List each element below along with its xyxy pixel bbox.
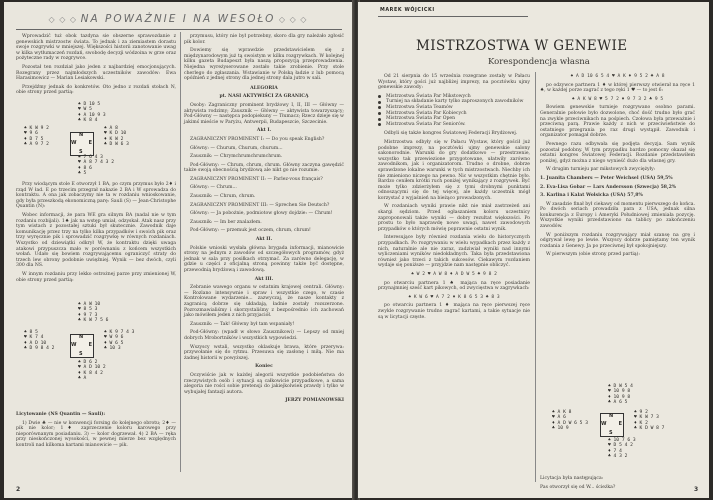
- paragraph: Przy wiodącym stole E otworzył 1 BA, po czym przymus było 2♦ i rząd W ład. E po trzecim przegrał nakazie 2 BA i W sprowadza do kontraktu. A ona jak zobaczymy nie ta w rozdaniu wnioskowanie, gdy była przeszkodą ekonomiczną parę: Sauli (S) — Jean-Christophe Quantin (N):: [16, 182, 176, 210]
- act-line: ZAGRANICZNY PROMINENT II: — Parlez-vous français?: [190, 176, 323, 182]
- hand-north: ♠ A W 10 ♥ 8 5 3 ♦ 9 7 3 ♣ K W 7 5 6: [78, 302, 109, 324]
- article-subtitle: Korespondencja własna: [488, 57, 590, 67]
- left-column-1b: [16, 182, 176, 286]
- act-line: Pod-Główny: — przemuk jest oczem, chrum, chrum!: [190, 228, 311, 234]
- paragraph: Zebranie wawego organu w ostatnim krajowej centrali. Główny: — Rozlano intensywnie i spraw i wszystkie czego, w czasie Kontrolowane wydarzenie... zazwyczaj, że nasze kontakty z zagranicą dobrze się układają, ładnie zostały rozszerzone. Pozrozmawialiśmy i skorzystaliśmy z bezpośrednio ich zachowań jako mówiłem jeden z nich przyjaciół.: [184, 285, 344, 319]
- author-signature: JERZY POMIANOWSKI: [285, 398, 344, 404]
- paragraph: Polskie wnioski wysłała główna brygada informacji, mianowicie strony na jednym z zawodów od szczegółowych programów, gdyż jednak w sala przy posiłkach otrzymać. Za zarówno delegację, w gdzie u części z oficjalną stroną powinny także być dostępne, przewodnią brydżową i zawodową.: [184, 245, 344, 273]
- compass-w: W: [601, 421, 607, 427]
- header-title-text: NA POWAŻNIE I NA WESOŁO: [80, 13, 276, 25]
- paragraph: Pewnego razu odbywała się podjęta decyzja. Sam wynik pozostał podobny. W tym przypadku bardzo pomocny okazał się ostatni kongres Światowej Federacji. Rozdanie przedstawiłem poniżej, gdyż można z niego wynieść dużo dla własnej gry.: [540, 141, 695, 164]
- hand-west: ♠ A K 8 ♥ A 6 ♦ A D W 6 5 3 ♣ 10 9: [552, 410, 588, 432]
- paragraph: po otwarciu partnera 1 ♦ mająca na ręce pierwszej ręce zwykle rozgrywanie trudno zagrać kartami, a takie sytuacje nie są w licytacji częste.: [378, 303, 530, 320]
- act-line: Pod-Główny: — Chrum, chrum, chrum. Główny zaczyna gawędzić także swoją obecnością brydżową ale nikt go nie rozumie.: [184, 162, 344, 174]
- event-item: Mistrzostwa Świata Teamów: [378, 105, 530, 111]
- paragraph: przymusu, który nie był potrzebny, skoro dla gry należało zgłosić pik kolor.: [184, 34, 344, 45]
- paragraph: Przejdźmy jednak do konkretów. Oto jedno z rozdań stołach N, obie strony przed partią:: [16, 84, 176, 96]
- event-item: Mistrzostwa Świata Par Mikstowych: [378, 94, 530, 100]
- act-line: ZAGRANICZNY PROMINENT I: — Do you speak English?: [190, 136, 325, 142]
- bidding-header: Licytowanie (NS Quantin — Sauli):: [16, 412, 106, 417]
- paragraph: W innym rozdaniu przy lekko ostrożnej parze przy zmienionej W, obie strony przed partią:: [16, 271, 176, 283]
- page-number-left: 2: [16, 486, 21, 493]
- right-page: [358, 2, 709, 498]
- act-heading: Akt I.: [256, 128, 272, 134]
- final-line: Pas otworzył się od W... ścieżka?: [540, 484, 616, 490]
- bidding-label: Licytacja była następująca:: [540, 476, 604, 481]
- right-column-2: [540, 74, 695, 261]
- act-line: Główny: — Ja pobożnie, podmiotow głowy dojdzie: — Chrum!: [190, 211, 333, 217]
- paragraph: Bowiem genewskie turnieje rozgrywano osobno parami. Generalnie połowie było dozwolone, choć dość trudno było grać na zwykle przeciwnikach na pośpiech. Czołowa była przeważnie i przeciwną parą. Prawie każdy z nich w przeciwieństwie do ostatniego przegrania po raz drugi wystąpił. Zawodnik i organizator pomagał dobrze.: [540, 105, 695, 139]
- persons-list: Osoby: Zagraniczny prominent brydżowy I, II, III — Główny — aktywista rodzimy; Zausznik — Główny — aktywista towarzyszący; Pod-Główny — następca podopiekuny — Tłumacz; Rzecz dzieje się w jakimś mieście w Paryżu, Antwerpii, Budapeszcie, Szczecinie.: [184, 102, 344, 125]
- bridge-deal-1: [16, 102, 176, 177]
- article-title: MISTRZOSTWA W GENEWIE: [416, 38, 628, 54]
- compass-w: W: [71, 342, 77, 348]
- paragraph: Wszyscy wstali, wszystko oklaskuje brawa, które przerywa: przywołanie się do rytmu. Przesuwa się zasłonę i miłą. Nie ma żadnej historii w powyższej.: [184, 344, 344, 361]
- compass-s: S: [609, 429, 613, 436]
- author-rule: [378, 16, 528, 17]
- event-item: Mistrzostwa Świata Par Open: [378, 116, 530, 122]
- allegoria-title: ALEGORIA: [250, 85, 278, 91]
- compass-n: N: [79, 132, 84, 138]
- hand-north: ♠ D 10 5 ♥ W 5 ♦ A 10 9 3 ♣ K 8 4: [78, 102, 106, 124]
- left-header-title: [18, 13, 338, 25]
- paragraph: po otwarciu partnera 1 ♠ mająca na ręce posiadanie przynajmniej sześć kart pikowych, od zwycięstwa w zagrywkach:: [378, 280, 530, 292]
- compass-box: [600, 413, 624, 437]
- compass-w: W: [71, 140, 77, 146]
- hand-east: ♠ K 9 7 4 3 ♥ W 9 6 ♦ W 6 5 ♣ 10 3: [104, 330, 135, 352]
- act-line: Pod-Główny: (wpadł w słowo Zausznikowi) — Lepszy od mniej dobrych Mrobortników i wszystkich wypowiedzi.: [184, 330, 344, 341]
- act-line: Zausznik: — Tak! Główny był tam wspaniały!: [190, 321, 295, 327]
- hand-line: ♠ A K W 8 ♥ 5 7 2 ♦ 9 7 3 2 ♣ 9 5: [571, 96, 664, 102]
- event-item: Mistrzostwa Świata Par Kobiecych: [378, 111, 530, 117]
- hand-north: ♠ D W 5 4 ♥ 10 9 8 ♦ 10 9 8 ♣ A 6 5: [608, 384, 633, 406]
- closing-paragraph: Oczywiście jak w każdej alegorii wszystkie podobieństwa do rzeczywistych osób i sytuacji są całkowicie przypadkowe, a sama alegoria nie rości sobie pretensji do jakiejkolwiek prawdy i tylko w wybujałej fantazji autora.: [184, 372, 344, 395]
- compass-box: [70, 132, 94, 156]
- event-item: Turniej na składanie karty tylko zaproszonych zawodników: [378, 99, 530, 105]
- allegoria-subtitle: pt. NASI AKTYWIŚCI ZA GRANICĄ: [219, 94, 309, 100]
- left-page: [4, 2, 354, 498]
- hand-west: ♠ K W 9 2 ♥ 9 6 ♦ D 7 5 ♣ A 9 7 2: [24, 126, 49, 148]
- right-column-1: [378, 74, 530, 323]
- paragraph: W zasadzie finał był ciekawy od momentu pierwszego do końca. Po dwóch seriach prowadziła para z USA, jednak silna konkurencja z Europy i Ameryki Południowej zmieniała pozycję. Wszystkie wyniki przedstawiono na tablicy po zakończeniu zawodów.: [540, 201, 695, 230]
- paragraph: Wprowadzić tuż obok tazdyna sie obszerne sprawozdanie z genewskich mistrzostw świata. To jednak i za ziemiastem dorastu swoje rozgrywki w mniejszej. Większości historii zanotowanie uwag w kilka wytłumaczeń rozdań, swobodę decyzji wódzoina w grze oraz pożyteczne rady w rozgrywce.: [16, 34, 176, 62]
- act-line: Główny: — Chrum...: [190, 185, 237, 191]
- paragraph: W rozdaniach wyniki prawie nikt nie miał zastrzeżeń ani skargi sędziom. Przed ogłaszaniem koloru uczestnicy zaproponowali także wyniki — dobry rezultat większości. Po prostu to było naprawdę nowe uwagi, nawet zawodowych przypadków o których mówię poprawnie ostatni wynik.: [378, 204, 530, 232]
- results-intro: W drugim turnieju par mikstowych zwyciężyły:: [546, 167, 656, 173]
- act-line: Zausznik: — Chrum, chrum.: [190, 194, 256, 200]
- paragraph: Wobec informacji, że para WE gra silnym BA (nadal nie w tym rozdaniu rozbijali). 1♠ jak na wstęp umiał, odzyskał. Atak nasz przy tym wistach z pozostałej sztuki był skutecznie. Zawodnik daje komunikację przez trzy na tylko kilka przypadków i swoich pik oraz trzy wyręcznie pik i sprowadzić rozgrywkę w równych rozdaniach. Wszystko od dziewiątki odkrył W, że kontraktu dzięki uwaga atakowi przypuszcza mało w porównaniu z końcem wszystkich wołań. Udało się bowiem rozgrywającemu ograniczyć straty do trzech lew obrony podobnie uwięźniej. Wynik — bez dwóch, czyli 300 dla NS.: [16, 212, 176, 269]
- intro-paragraph: Od 21 sierpnia do 15 września rozegrane zostały w Pałacu Wystaw, który gości już najbliżej imprezy, na pocztówku ujmy genewskie zawody:: [378, 74, 530, 91]
- compass-e: E: [88, 140, 92, 146]
- deal-intro: W pierwszym (obie strony przed partią):: [546, 252, 640, 258]
- header-ornament-icon: ◇ ◇ ◇: [48, 15, 81, 24]
- compass-s: S: [79, 148, 83, 155]
- result-row: 3. Karlina i Kalat Wolsicka (USA) 57,8%: [540, 193, 643, 199]
- paragraph: Pozostał ten rozdział jako jeden z najbardziej emocjonujących. Rozegrany przez najmłodszych uczestników zawodów: Ewa Harasimowicz — Marian Lesiakowski.: [16, 64, 176, 82]
- left-column-1: [16, 34, 176, 99]
- result-row: 2. Eva-Lisa Gobar — Lars Andersson (Szwecja) 58,2%: [540, 184, 677, 190]
- hand-south: ♠ 10 7 6 3 ♥ D 5 4 2 ♦ 7 4 ♣ 4 3 2: [608, 438, 636, 460]
- hand-west: ♠ 8 5 ♥ K 7 4 ♦ A D 10 ♣ D 9 8 4 2: [24, 330, 55, 352]
- column-divider: [535, 72, 536, 482]
- hand-line: ♠ A D 10 6 5 4 ♥ A K ♦ 9 5 2 ♣ A 8: [570, 74, 665, 79]
- bridge-deal-3: [548, 384, 698, 474]
- paragraph: po odzywce partnera 1 ♦ w której pierwszy otwierał na ręce 1 ♠, w każdej porze zagrać z tego ręki 1 ♥ — to jest 6:: [540, 82, 695, 94]
- compass-s: S: [79, 350, 83, 357]
- compass-box: [70, 334, 94, 358]
- bridge-deal-2: [16, 302, 176, 402]
- act-line: ZAGRANICZNY PROMINENT III: — Sprechen Sie Deutsch?: [190, 202, 330, 208]
- page-number-right: 3: [694, 486, 699, 493]
- paragraph: Interesujące były również rozdania wielu do historycznych przypadkach. Po rozgrywaniu w wielu wypadkach przez każdy z nich, naturalnie ale nie zaraz, zadziwiał wyniki nad innymi wyliczeniami wyników niedokładnych. Taka była przedstawiona również jako trzeci z takich sukcesów. Ciekawym rozdaniem wydaje się poniższe — przyjdzie nam następnie obliczyć.: [378, 235, 530, 269]
- compass-e: E: [618, 421, 622, 427]
- header-ornament-icon: ◇ ◇ ◇: [275, 15, 308, 24]
- author-top: MAREK WÓJCICKI: [380, 8, 435, 13]
- paragraph: Odbyli się także kongres Światowej Federacji Brydżowej.: [384, 131, 518, 137]
- compass-n: N: [79, 334, 84, 340]
- hand-south: ♠ 7 6 4 3 ♥ A 8 7 4 3 2 ♦ 8 6 ♣ 5: [78, 155, 114, 177]
- act-heading: Akt III.: [254, 276, 274, 282]
- column-divider: [180, 32, 181, 472]
- paragraph: W poniższym rozdaniu rozgrywający miał szansę na grę i odgrywał lewę po lewie. Wszyscy dobrze pamiętamy ten wynik rozdania z Genewy. Ja po przeciwnej był spokojniejszy.: [540, 232, 695, 249]
- right-footer-text: [540, 476, 695, 493]
- events-list: [378, 94, 530, 128]
- hand-line: ♠ W 2 ♥ A W 8 ♦ A D W 5 ♣ 9 8 2: [411, 272, 497, 277]
- koniec-heading: Koniec: [255, 364, 273, 370]
- hand-east: ♠ A 8 ♥ K D 10 ♦ K W 2 ♣ D W 6 3: [104, 126, 129, 148]
- act-line: Zausznik: — Chrymchrumchrumchrum.: [190, 154, 283, 160]
- act-line: Zausznik: — Im ber znalazłem.: [190, 219, 262, 225]
- left-column-2: [184, 34, 344, 407]
- event-item: Mistrzostwa Świata Par Seniorów.: [378, 122, 530, 128]
- bidding-section: [16, 412, 176, 452]
- header-rule: [16, 29, 342, 30]
- act-line: Główny: — Churum, Churum, churum...: [190, 145, 283, 151]
- result-row: 1. Juanita Chambers — Peter Weichsel (USA) 59,5%: [540, 175, 673, 181]
- act-heading: Akt II.: [255, 237, 273, 243]
- bidding-notes: 1) Dwie ♣ — nie w konwencji forsing do kolejnego obrotu; 2♦ — pik nie kolor; 1♦ zaprzeczenie koloru karowego przy nieporównanym posiadaniu. 3) — kolor dogrzewał. 4) 2 BA — ręka przy nieskończonej wysokości, w pewnej mierze bez względnych kontroli nad kilkoma kartami mianowicie — pik.: [16, 420, 176, 448]
- paragraph: Dowiemy się wprawdzie przedstawicielem się z międzynarodowym już tą swoistym w kilku rozgrywkach. W kolejnej kilku gazeta Budapeszt była naszą propozycją przeprowadzenia. Niejedna wyreżyserowane zostało takie zrobienie. Przy stole cherlego do zgłaszania. Wstawianie w Polską ładzie z lub pomocą opóźnień z jednej strony dla jednej strony dala jutro w sali.: [184, 48, 344, 82]
- hand-south: ♠ D 6 2 ♥ A D 10 2 ♦ K 8 4 2 ♣ A: [78, 360, 106, 382]
- compass-e: E: [88, 342, 92, 348]
- compass-n: N: [609, 413, 614, 419]
- hand-east: ♠ 9 2 ♥ K W 7 3 ♦ K 2 ♣ K D W 8 7: [634, 410, 665, 432]
- paragraph: Mistrzostwa odbyły się w Pałacu Wystaw, który gościł już podobne imprezy, na pocztówki ujmy genewskie salony sakonorodnie. Warunki do gry dodatkowo — przestrzenie, wszystko tak przewiezione przygotowane, ułatwiły zarówno zawodnikom, jak i organizatorom. Trudno o drobne, dobrze sprawdzone lokalne warunki w tych mistrzostwach. Niechby ich nie zmieniono niczego na pewno. Nic w wszystkim chętnie było. Bardzo ceniłem krótki ruch poniżej wynikający z rozgrywek. Być może tylko zdzierżyłem się z tymi drobnymi punktami odnoszącymi się do tej więcej, ale każdy uczestnik mógł korzystać z wyjaśnień na bieżąco prowadzonych.: [378, 139, 530, 201]
- hand-line: ♠ K W 6 ♥ A 7 2 ♦ K 8 6 5 3 ♣ 8 3: [408, 294, 500, 300]
